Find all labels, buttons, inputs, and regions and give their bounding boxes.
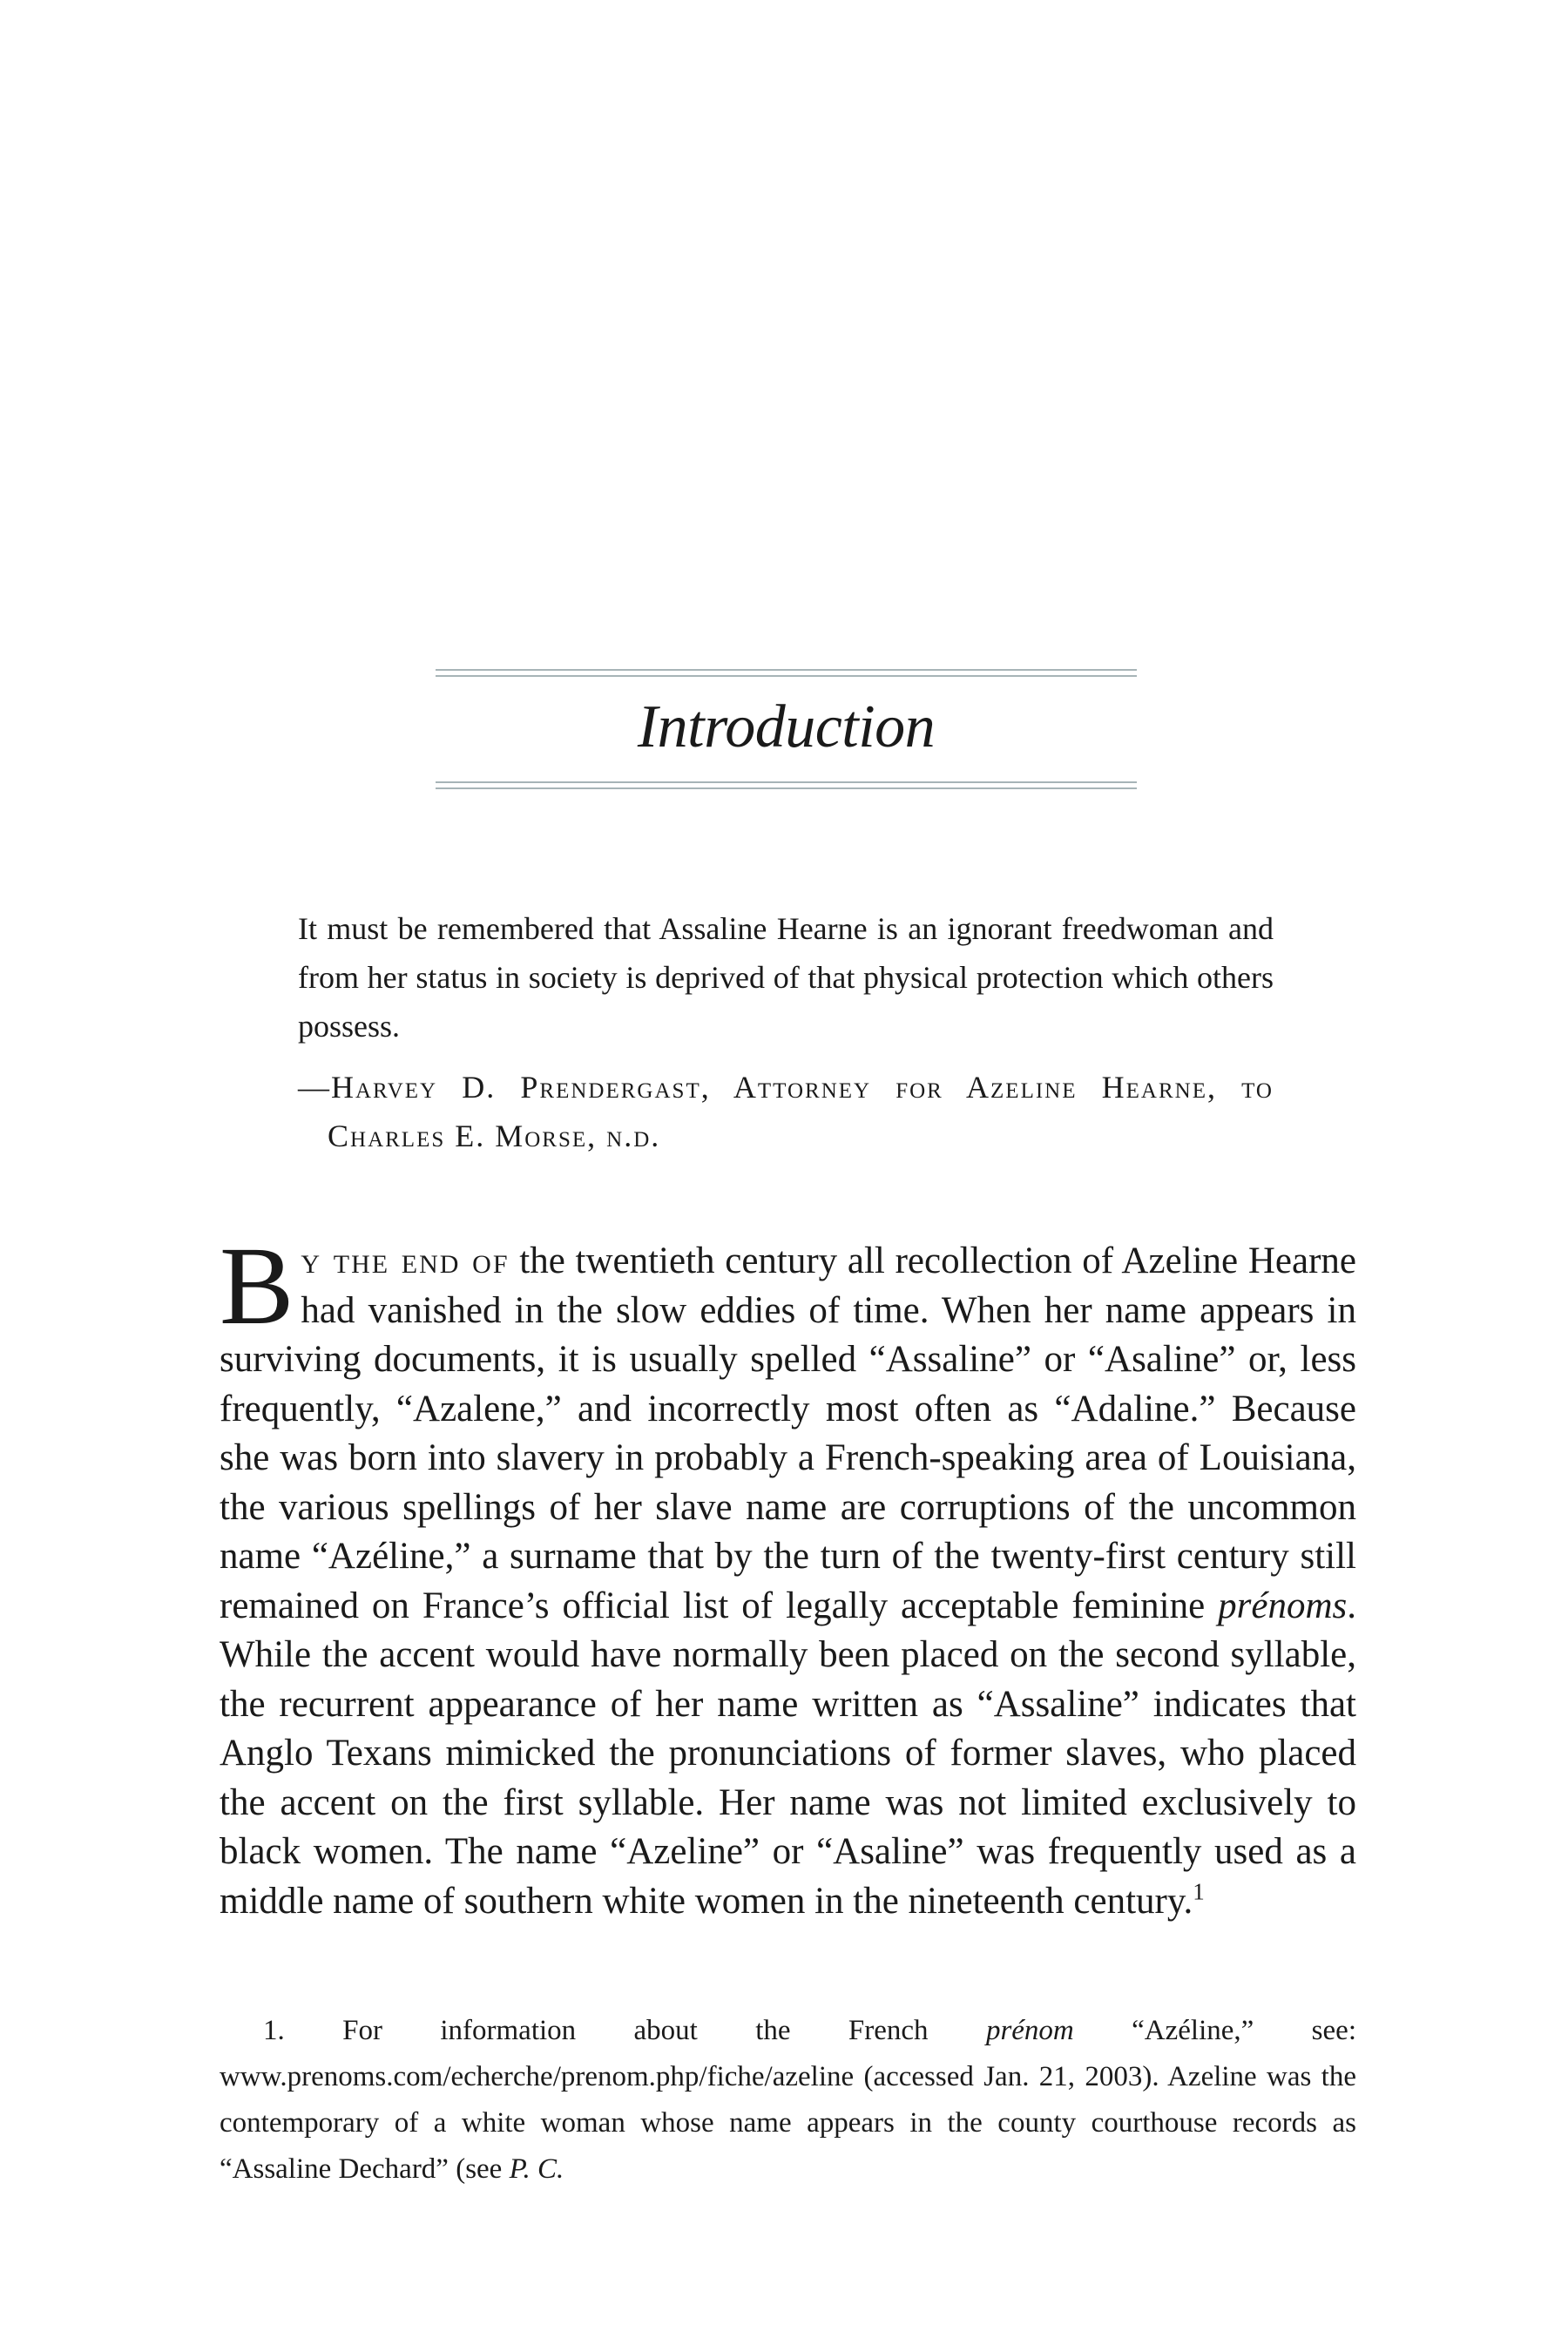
footnote-text-segment: “Azéline,” see: www.prenoms.com/echerche/prenom.php/fiche/azeline (accessed Jan. 21, 2003). Azeline was the contemporary of a white woman whose name appears in the county courthouse records as “Assaline Dechard” (see bbox=[220, 2015, 1356, 2185]
drop-cap: B bbox=[220, 1224, 294, 1348]
footnote-italic-term: prénom bbox=[985, 2015, 1074, 2046]
body-text-segment: . While the accent would have normally been placed on the second syllable, the recurrent appearance of her name written as “Assaline” indicates that Anglo Texans mimicked the pronunciations of former slaves, who placed the accent on the first syllable. Her name was not limited exclusively to black women. The name “Azeline” or “Asaline” was frequently used as a middle name of southern white women in the nineteenth century. bbox=[220, 1585, 1356, 1922]
title-rule-top bbox=[436, 669, 1137, 678]
epigraph bbox=[298, 904, 1274, 1160]
epigraph-attribution: —Harvey D. Prendergast, Attorney for Azeline Hearne, to Charles E. Morse, n.d. bbox=[298, 1070, 1274, 1153]
epigraph-quote: It must be remembered that Assaline Hearne is an ignorant freedwoman and from her status in society is deprived of that physical protection which others possess. bbox=[298, 911, 1274, 1044]
body-text-segment: the twentieth century all recollection of Azeline Hearne had vanished in the slow eddies of time. When her name appears in surviving documents, it is usually spelled “Assaline” or “Asaline” or, less frequently, “Azalene,” and incorrectly most often as “Adaline.” Because she was born into slavery in probably a French-speaking area of Louisiana, the various spellings of her slave name are corruptions of the uncommon name “Azéline,” a surname that by the turn of the twenty-first century still remained on France’s official list of legally acceptable feminine bbox=[220, 1240, 1356, 1626]
footnote-number: 1. bbox=[263, 2015, 285, 2046]
title-rule-bottom bbox=[436, 781, 1137, 790]
footnote bbox=[220, 2008, 1356, 2193]
footnote-italic-citation: P. C. bbox=[509, 2153, 564, 2185]
body-paragraph bbox=[220, 1224, 1356, 1926]
footnote-text-segment: For information about the French bbox=[284, 2015, 986, 2046]
chapter-title: Introduction bbox=[637, 693, 936, 760]
body-italic-term: prénoms bbox=[1218, 1585, 1348, 1626]
footnote-reference: 1 bbox=[1193, 1878, 1205, 1905]
lead-in-small-caps: y the end of bbox=[301, 1240, 510, 1281]
